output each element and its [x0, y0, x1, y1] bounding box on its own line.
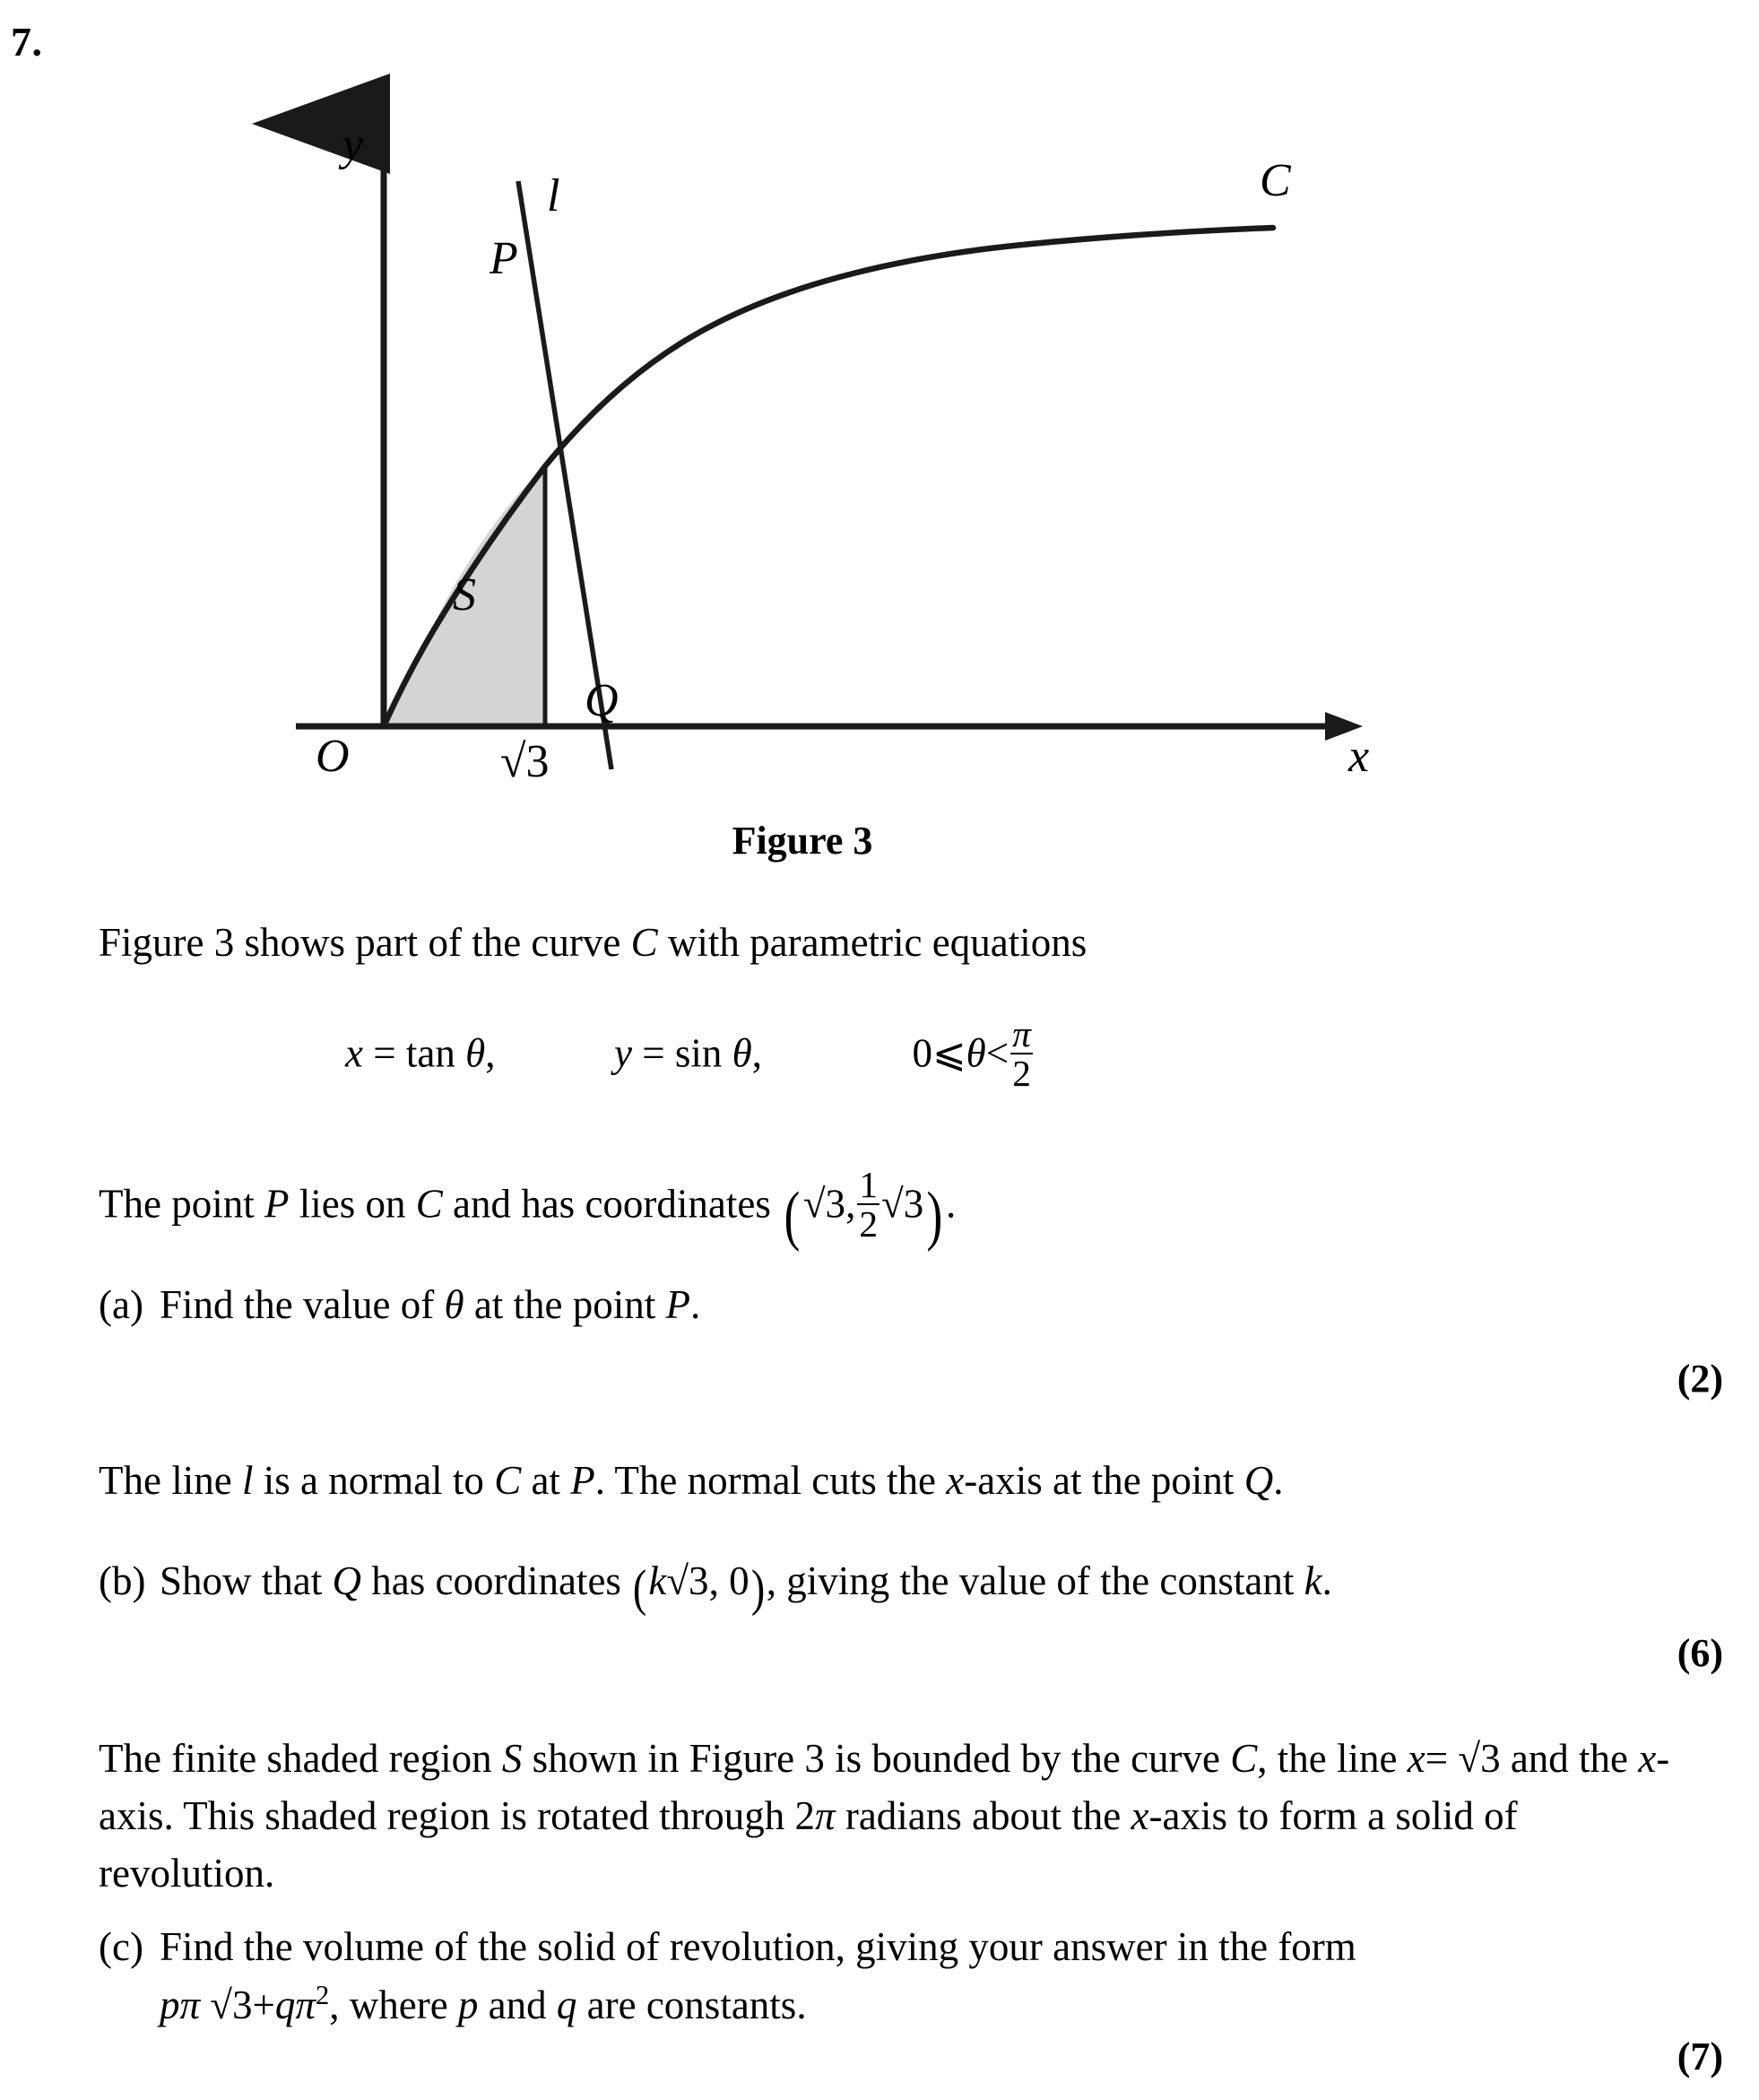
sr-h: radians about the — [835, 1792, 1131, 1838]
label-y-axis: y — [342, 119, 364, 170]
part-c-exponent: 2 — [315, 1979, 330, 2010]
sr-g: -axis. This shaded region is rotated through 2 — [99, 1736, 1670, 1838]
pp-frac-num: 1 — [859, 1164, 879, 1205]
part-b-q-ref: Q — [332, 1558, 362, 1603]
sr-x3: x — [1131, 1792, 1149, 1838]
part-b-text-c: , giving the value of the constant — [766, 1558, 1304, 1603]
nl-d: at — [521, 1458, 571, 1503]
eq-y-theta: θ — [732, 1030, 752, 1076]
intro-sentence — [99, 915, 1703, 972]
part-b-k: k — [648, 1558, 667, 1603]
part-a-marks: (2) — [1677, 1357, 1723, 1401]
eq-range-pi: π — [1012, 1013, 1031, 1054]
eq-range-zero: 0 — [912, 1030, 932, 1076]
part-c-text-c: and — [478, 1982, 557, 2027]
pp-coord-comma: , — [845, 1181, 856, 1227]
label-x-axis: x — [1348, 731, 1370, 782]
sr-i: -axis to form a solid of revolution. — [99, 1792, 1518, 1896]
part-b-rest: , 0 — [708, 1558, 750, 1603]
part-a-text-c: . — [690, 1282, 701, 1327]
part-c-pi2: π — [295, 1982, 316, 2027]
eq-range-two: 2 — [1012, 1053, 1031, 1095]
pp-c-ref: C — [415, 1181, 443, 1227]
label-region-s: S — [453, 569, 476, 620]
part-c-var-p: p — [457, 1982, 479, 2027]
intro-curve-ref: C — [630, 920, 658, 965]
part-a-ref: P — [665, 1282, 691, 1327]
nl-q: Q — [1243, 1458, 1274, 1503]
sr-x: x — [1407, 1736, 1425, 1781]
eq-x-comma: , — [485, 1030, 496, 1076]
part-b-text-d: . — [1321, 1558, 1332, 1603]
part-a-text-b: at the point — [464, 1282, 666, 1327]
sr-a: The finite shaded region — [99, 1736, 502, 1781]
pp-frac-den: 2 — [859, 1203, 879, 1245]
shaded-region-paragraph — [99, 1731, 1703, 1903]
part-b-marks: (6) — [1677, 1631, 1723, 1675]
pp-half-fraction — [857, 1166, 880, 1243]
label-normal-line: l — [547, 170, 560, 221]
label-point-q: Q — [585, 675, 619, 726]
point-p-sentence — [99, 1164, 1703, 1253]
sr-root: √3 — [1458, 1736, 1501, 1781]
nl-g: . — [1273, 1458, 1284, 1503]
pp-p-ref: P — [264, 1181, 290, 1227]
part-a-body — [160, 1277, 1684, 1334]
nl-b: is a normal to — [253, 1458, 495, 1503]
intro-text-b: with parametric equations — [657, 920, 1087, 965]
part-c-plus: + — [252, 1982, 275, 2027]
figure-3-diagram — [0, 54, 1524, 798]
part-c-label: (c) — [99, 1924, 143, 1969]
part-c-text-d: are constants. — [576, 1982, 807, 2027]
part-a-text-a: Find the value of — [160, 1282, 445, 1327]
eq-y-var: y — [613, 1030, 632, 1076]
part-c-text-b: , where — [329, 1982, 458, 2027]
sr-b: shown in Figure 3 is bounded by the curve — [522, 1736, 1231, 1781]
part-b-close-paren: ) — [750, 1559, 765, 1617]
eq-range-fraction — [1010, 1013, 1033, 1095]
sr-pi: π — [815, 1792, 836, 1838]
label-curve-c: C — [1260, 155, 1291, 206]
sr-s: S — [501, 1736, 523, 1781]
nl-f: -axis at the point — [964, 1458, 1244, 1503]
nl-c: C — [494, 1458, 522, 1503]
pp-mid2: and has coordinates — [442, 1181, 782, 1227]
part-c-text-a: Find the volume of the solid of revolution, giving your answer in the form — [160, 1924, 1356, 1969]
eq-y-comma: , — [751, 1030, 762, 1076]
part-c-body — [160, 1919, 1684, 2035]
figure-caption: Figure 3 — [732, 819, 873, 863]
part-c-marks: (7) — [1677, 2035, 1723, 2078]
pp-prefix: The point — [99, 1181, 264, 1227]
parametric-equations — [345, 1013, 1035, 1095]
nl-e: . The normal cuts the — [594, 1458, 947, 1503]
sr-d: , the line — [1257, 1736, 1408, 1781]
part-b-label: (b) — [99, 1558, 146, 1603]
eq-x-theta: θ — [465, 1030, 486, 1076]
nl-l: l — [241, 1458, 254, 1503]
eq-x-var: x — [345, 1030, 363, 1076]
label-x-tick-root3: √3 — [500, 736, 550, 787]
part-b-body — [160, 1553, 1684, 1617]
part-b-open-paren: ( — [633, 1559, 647, 1617]
part-c-p: p — [160, 1982, 180, 2027]
part-c-pi: π — [179, 1982, 201, 2027]
pp-close-paren: ) — [926, 1178, 943, 1253]
eq-y-rhs: = sin — [642, 1030, 723, 1076]
pp-coord-y: √3 — [881, 1181, 924, 1227]
part-a-theta: θ — [444, 1282, 464, 1327]
sr-f: and the — [1510, 1736, 1639, 1781]
label-origin: O — [316, 731, 350, 782]
eq-range-le: ⩽ — [931, 1030, 966, 1076]
label-point-p: P — [490, 233, 518, 284]
sr-c: C — [1230, 1736, 1258, 1781]
part-b-k2: k — [1304, 1558, 1322, 1603]
nl-a: The line — [99, 1458, 242, 1503]
nl-x: x — [946, 1458, 965, 1503]
pp-open-paren: ( — [784, 1178, 801, 1253]
pp-coord-x: √3 — [802, 1181, 846, 1227]
part-a-label: (a) — [99, 1282, 143, 1327]
normal-line-sentence — [99, 1453, 1703, 1510]
sr-x2: x — [1638, 1736, 1657, 1781]
eq-x-rhs: = tan — [373, 1030, 455, 1076]
question-number: 7. — [11, 19, 43, 65]
intro-text-a: Figure 3 shows part of the curve — [99, 920, 631, 965]
part-c-q: q — [274, 1982, 296, 2027]
pp-mid1: lies on — [289, 1181, 416, 1227]
pp-period: . — [945, 1181, 957, 1227]
part-c-root: √3 — [210, 1982, 253, 2027]
part-b-text-a: Show that — [160, 1558, 333, 1603]
part-c-var-q: q — [556, 1982, 577, 2027]
nl-p: P — [570, 1458, 595, 1503]
part-b-root: √3 — [666, 1558, 709, 1603]
sr-e: = — [1425, 1736, 1459, 1781]
part-b-text-b: has coordinates — [361, 1558, 632, 1603]
eq-range-theta: θ — [966, 1030, 986, 1076]
eq-range-lt: < — [985, 1030, 1009, 1076]
